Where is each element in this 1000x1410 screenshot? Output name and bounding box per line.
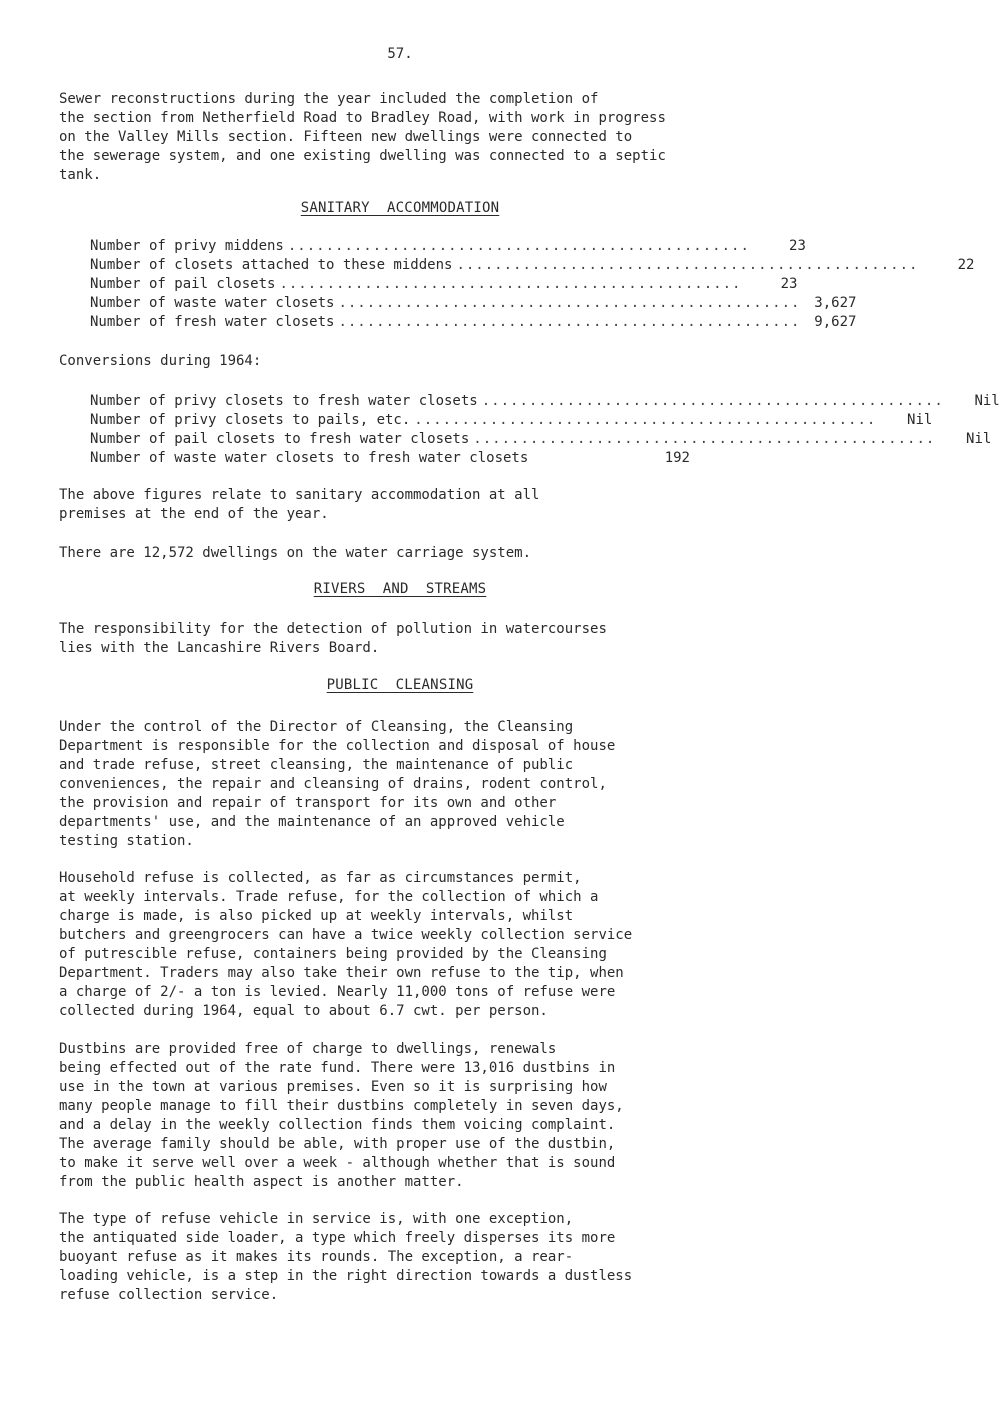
- conversion-value: 192: [664, 450, 690, 466]
- stat-label: Number of closets attached to these middens: [90, 257, 453, 273]
- stat-row: Number of pail closets ................................................. 23: [90, 276, 798, 292]
- stat-label: Number of privy middens: [90, 238, 284, 254]
- conversion-value: Nil: [966, 431, 992, 447]
- conversion-label: Number of privy closets to pails, etc.: [90, 412, 411, 428]
- stat-value: 22: [957, 257, 975, 273]
- conversion-label: Number of waste water closets to fresh water closets: [90, 450, 529, 466]
- conversion-value: Nil: [907, 412, 933, 428]
- sanitary-accommodation-heading: [0, 200, 800, 216]
- stat-value: 3,627: [814, 295, 857, 311]
- rivers-heading-text: RIVERS AND STREAMS: [313, 581, 487, 597]
- conversion-label: Number of privy closets to fresh water closets: [90, 393, 478, 409]
- conversion-row: Number of privy closets to fresh water closets ................................................. Nil: [90, 393, 1000, 409]
- sanitary-note: The above figures relate to sanitary accommodation at all premises at the end of the year.: [59, 487, 540, 522]
- conversion-row: Number of pail closets to fresh water closets ................................................. Nil: [90, 431, 992, 447]
- intro-paragraph: Sewer reconstructions during the year included the completion of the section from Netherfield Road to Bradley Road, with work in progress on the Valley Mills section. Fifteen new dwellings were connected to the sewerage system, and one existing dwelling was connected to a septic tank.: [59, 91, 666, 183]
- sanitary-heading-text: SANITARY ACCOMMODATION: [300, 200, 500, 216]
- conversions-label: Conversions during 1964:: [59, 353, 262, 369]
- stat-value: 23: [780, 276, 798, 292]
- stat-label: Number of fresh water closets: [90, 314, 335, 330]
- cleansing-paragraph: Dustbins are provided free of charge to dwellings, renewals being effected out of the rate fund. There were 13,016 dustbins in use in the town at various premises. Even so it is surprising how many people manage to fill their dustbins completely in seven days, and a delay in the weekly collection finds them voicing complaint. The average family should be able, with proper use of the dustbin, to make it serve well over a week - although whether that is sound from the public health aspect is another matter.: [59, 1041, 624, 1190]
- rivers-and-streams-heading: [0, 581, 800, 597]
- dwellings-count: There are 12,572 dwellings on the water carriage system.: [59, 545, 532, 561]
- sanitary-stats-table: [90, 237, 975, 332]
- stat-value: 23: [789, 238, 806, 254]
- conversion-row: Number of privy closets to pails, etc. ................................................. Nil: [90, 412, 933, 428]
- stat-row: Number of closets attached to these middens ................................................. 22: [90, 257, 975, 273]
- stat-row: Number of privy middens ................................................. 23: [90, 238, 806, 254]
- cleansing-paragraph: Household refuse is collected, as far as circumstances permit, at weekly intervals. Trade refuse, for the collection of which a charge is made, is also picked up at weekly intervals, whilst butchers and greengrocers can have a twice weekly collection service of putrescible refuse, containers being provided by the Cleansing Department. Traders may also take their own refuse to the tip, when a charge of 2/- a ton is levied. Nearly 11,000 tons of refuse were collected during 1964, equal to about 6.7 cwt. per person.: [59, 870, 633, 1019]
- stat-label: Number of pail closets: [90, 276, 276, 292]
- page-number: 57.: [387, 46, 413, 62]
- stat-value: 9,627: [814, 314, 857, 330]
- cleansing-paragraph: The type of refuse vehicle in service is, with one exception, the antiquated side loader, a type which freely disperses its more buoyant refuse as it makes its rounds. The exception, a rear- loading vehicle, is a step in the right direction towards a dustless refuse collection service.: [59, 1211, 633, 1303]
- public-cleansing-heading: [0, 677, 800, 693]
- conversion-value: Nil: [974, 393, 1000, 409]
- cleansing-paragraph: Under the control of the Director of Cleansing, the Cleansing Department is responsible for the collection and disposal of house and trade refuse, street cleansing, the maintenance of public conveniences, the repair and cleansing of drains, rodent control, the provision and repair of transport for its own and other departments' use, and the maintenance of an approved vehicle testing station.: [59, 719, 616, 849]
- rivers-paragraph: The responsibility for the detection of pollution in watercourses lies with the Lancashire Rivers Board.: [59, 621, 607, 656]
- cleansing-heading-text: PUBLIC CLEANSING: [326, 677, 474, 693]
- stat-row: Number of fresh water closets ................................................. 9,627: [90, 314, 857, 330]
- stat-label: Number of waste water closets: [90, 295, 335, 311]
- conversions-table: [90, 392, 1000, 468]
- stat-row: Number of waste water closets ................................................. 3,627: [90, 295, 857, 311]
- conversion-label: Number of pail closets to fresh water closets: [90, 431, 470, 447]
- conversion-row: [90, 449, 690, 468]
